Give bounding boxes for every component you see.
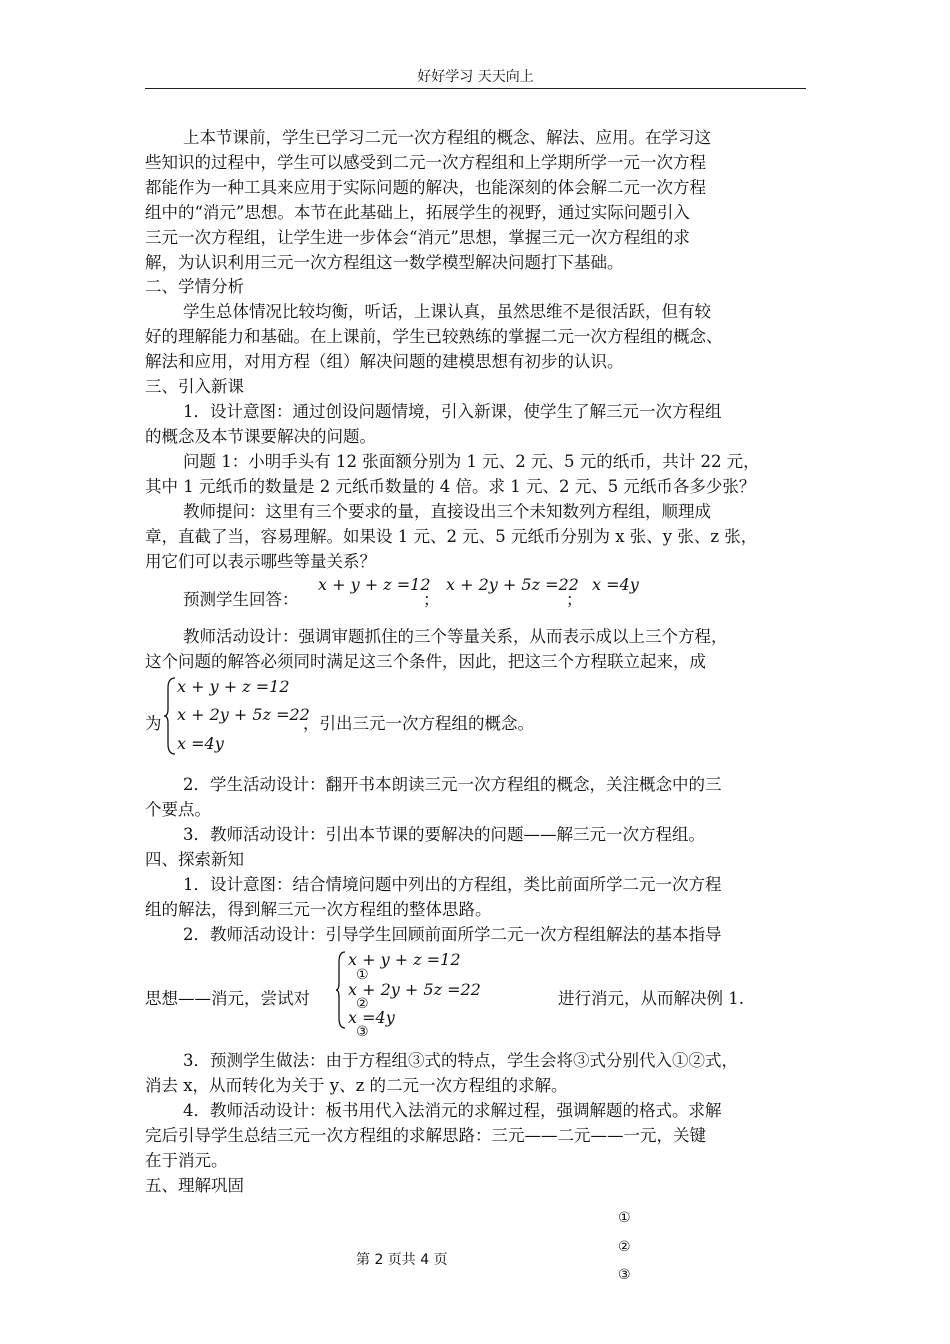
text-line: 章，直截了当，容易理解。如果设 1 元、2 元、5 元纸币分别为 x 张、y 张、z 张， [145,527,758,546]
text-line: 三元一次方程组，让学生进一步体会“消元”思想，掌握三元一次方程组的求 [145,228,690,247]
text-line: 2．教师活动设计：引导学生回顾前面所学二元一次方程组解法的基本指导 [183,925,722,944]
equation: x =4y [177,734,224,753]
brace-icon [163,676,177,756]
text-line: 这个问题的解答必须同时满足这三个条件，因此，把这三个方程联立起来，成 [145,652,706,671]
circled-number-1: ① [356,967,369,983]
circled-number-1: ① [618,1210,631,1226]
section-heading: 二、学情分析 [145,277,244,296]
text-line: 组中的“消元”思想。本节在此基础上，拓展学生的视野，通过实际问题引入 [145,203,690,222]
text-line: 1．设计意图：通过创设问题情境，引入新课，使学生了解三元一次方程组 [183,402,722,421]
text-line: 用它们可以表示哪些等量关系？ [145,552,376,571]
text-line: 消去 x，从而转化为关于 y、z 的二元一次方程组的求解。 [145,1076,568,1095]
text-line: 1．设计意图：结合情境问题中列出的方程组，类比前面所学二元一次方程 [183,875,722,894]
equation: x + 2y + 5z =22 [177,705,310,724]
text-prefix: 为 [145,714,162,733]
separator: ； [566,590,583,609]
section-heading: 三、引入新课 [145,377,244,396]
section-heading: 五、理解巩固 [145,1176,244,1195]
section-heading: 四、探索新知 [145,850,244,869]
text-line: 学生总体情况比较均衡，听话，上课认真，虽然思维不是很活跃，但有较 [183,302,711,321]
text-line: 问题 1：小明手头有 12 张面额分别为 1 元、2 元、5 元的纸币，共计 22 元， [183,452,760,471]
text-line: 组的解法，得到解三元一次方程组的整体思路。 [145,900,492,919]
text-line: 都能作为一种工具来应用于实际问题的解决，也能深刻的体会解二元一次方程 [145,178,706,197]
equation: x + 2y + 5z =22 [446,575,579,594]
text-line: 解法和应用，对用方程（组）解决问题的建模思想有初步的认识。 [145,352,624,371]
circled-number-2: ② [356,996,369,1012]
predict-label: 预测学生回答： [183,590,299,609]
text-line: 的概念及本节课要解决的问题。 [145,427,376,446]
text-line: 上本节课前，学生已学习二元一次方程组的概念、解法、应用。在学习这 [183,128,711,147]
text-prefix: 思想——消元，尝试对 [145,989,310,1008]
equation: x =4y [348,1008,395,1027]
text-line: 在于消元。 [145,1151,228,1170]
text-line: 3．预测学生做法：由于方程组③式的特点，学生会将③式分别代入①②式， [183,1051,738,1070]
text-line: 4．教师活动设计：板书用代入法消元的求解过程，强调解题的格式。求解 [183,1101,722,1120]
brace-icon [335,950,347,1030]
text-line: 完后引导学生总结三元一次方程组的求解思路：三元——二元——一元，关键 [145,1126,706,1145]
circled-number-3: ③ [618,1267,631,1283]
text-line: 解，为认识利用三元一次方程组这一数学模型解决问题打下基础。 [145,253,624,272]
text-suffix: 进行消元，从而解决例 1. [558,989,744,1008]
circled-number-2: ② [618,1239,631,1255]
equation: x =4y [592,575,639,594]
text-line: 个要点。 [145,800,211,819]
text-suffix: ，引出三元一次方程组的概念。 [303,714,534,733]
separator: ； [423,590,440,609]
text-line: 教师提问：这里有三个要求的量，直接设出三个未知数列方程组，顺理成 [183,502,711,521]
text-line: 其中 1 元纸币的数量是 2 元纸币数量的 4 倍。求 1 元、2 元、5 元纸币各多少张？ [145,477,756,496]
circled-number-3: ③ [356,1024,369,1040]
equation: x + y + z =12 [177,677,290,696]
text-line: 2．学生活动设计：翻开书本朗读三元一次方程组的概念，关注概念中的三 [183,775,722,794]
text-line: 教师活动设计：强调审题抓住的三个等量关系，从而表示成以上三个方程， [183,627,728,646]
text-line: 好的理解能力和基础。在上课前，学生已较熟练的掌握二元一次方程组的概念、 [145,327,723,346]
header-divider [145,88,806,89]
equation: x + y + z =12 [318,575,431,594]
page-header: 好好学习 天天向上 [417,69,534,85]
page-footer: 第 2 页共 4 页 [356,1252,448,1268]
equation: x + 2y + 5z =22 [348,980,481,999]
equation: x + y + z =12 [348,950,461,969]
text-line: 些知识的过程中，学生可以感受到二元一次方程组和上学期所学一元一次方程 [145,153,706,172]
text-line: 3．教师活动设计：引出本节课的要解决的问题——解三元一次方程组。 [183,825,705,844]
